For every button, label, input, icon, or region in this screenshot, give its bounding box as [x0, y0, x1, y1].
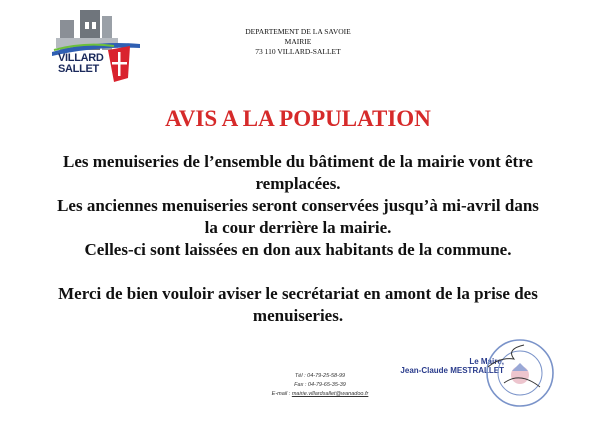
paragraph-replacement: Les menuiseries de l’ensemble du bâtiment de la mairie vont être remplacées. [63, 152, 533, 193]
contact-fax: Fax : 04-79-65-35-39 [294, 382, 346, 388]
contact-email-label: E-mail : [271, 391, 292, 397]
notice-title: AVIS A LA POPULATION [165, 106, 431, 131]
header-mairie: MAIRIE [284, 37, 312, 46]
logo-wordmark [58, 53, 104, 75]
contact-email-link[interactable]: mairie.villardsallet@wanadoo.fr [291, 391, 369, 397]
notice-body [50, 151, 546, 327]
contact-info [245, 372, 395, 399]
contact-email-line [245, 390, 395, 399]
logo-line-2: SALLET [58, 63, 99, 75]
header-department: DEPARTEMENT DE LA SAVOIE [245, 27, 351, 36]
contact-phone: Tél : 04-79-25-58-99 [294, 373, 346, 379]
castle-tower-icon [44, 6, 144, 92]
signature-name: Jean-Claude MESTRALLET [400, 366, 504, 375]
signature-role: Le Maire, [469, 357, 504, 366]
village-logo [44, 6, 144, 92]
paragraph-request: Merci de bien vouloir aviser le secrétariat en amont de la prise des menuiseries. [58, 284, 538, 325]
mairie-seal-icon [484, 337, 556, 409]
official-stamp [484, 337, 556, 409]
header-address: 73 110 VILLARD-SALLET [255, 47, 341, 56]
letterhead [220, 27, 376, 57]
paragraph-storage: Les anciennes menuiseries seront conservées jusqu’à mi-avril dans la cour derrière la mairie. [57, 196, 539, 237]
paragraph-donation: Celles-ci sont laissées en don aux habitants de la commune. [84, 240, 512, 259]
logo-line-1: VILLARD [58, 52, 104, 64]
